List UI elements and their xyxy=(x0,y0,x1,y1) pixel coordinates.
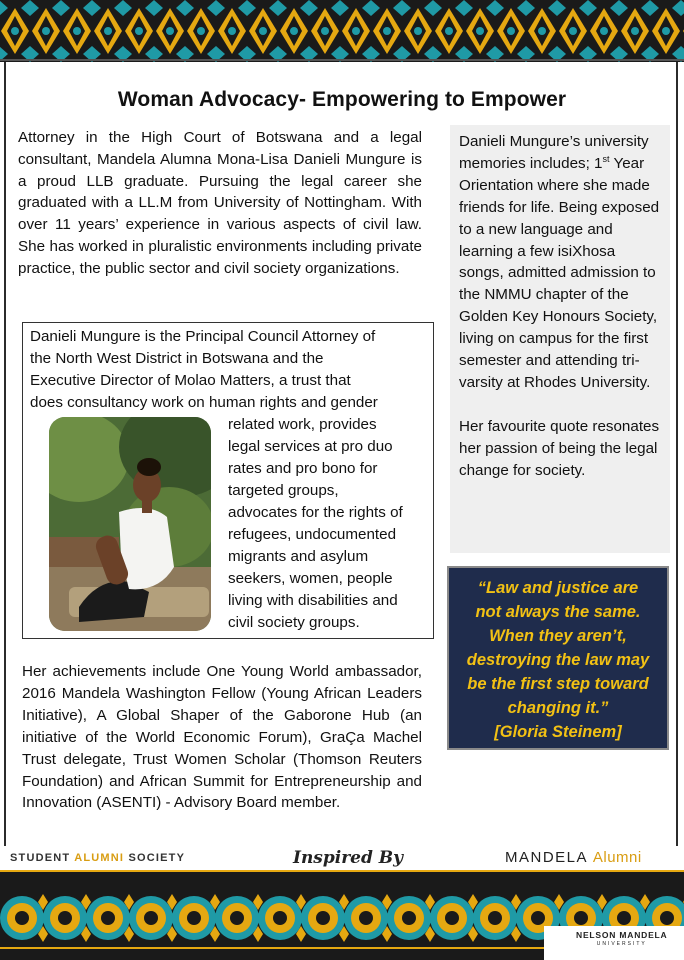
dot-shape xyxy=(631,27,639,35)
circle-core xyxy=(660,911,674,925)
quote-box xyxy=(447,566,669,750)
circle-core xyxy=(574,911,588,925)
dot-shape xyxy=(414,27,422,35)
dot-shape xyxy=(538,27,546,35)
profile-line: civil society groups. xyxy=(228,614,360,631)
profile-photo xyxy=(49,417,211,631)
pattern-svg xyxy=(0,0,684,62)
dot-shape xyxy=(166,27,174,35)
nelson-mandela-university-logo: NELSON MANDELA UNIVERSITY xyxy=(576,930,668,947)
profile-box xyxy=(22,322,434,639)
profile-line: advocates for the rights of xyxy=(228,504,403,521)
dot-shape xyxy=(73,27,81,35)
dot-shape xyxy=(42,27,50,35)
inspired-by-text: Inspired By xyxy=(293,848,404,868)
dot-shape xyxy=(228,27,236,35)
quote-line: When they aren’t, xyxy=(489,627,627,645)
profile-line: the North West District in Botswana and the xyxy=(30,350,324,367)
circle-core xyxy=(273,911,287,925)
dot-shape xyxy=(11,27,19,35)
quote-line: destroying the law may xyxy=(466,651,650,669)
dot-shape xyxy=(662,27,670,35)
quote-line: changing it.” xyxy=(507,699,609,717)
dot-shape xyxy=(321,27,329,35)
dot-shape xyxy=(104,27,112,35)
circle-core xyxy=(488,911,502,925)
profile-line: related work, provides xyxy=(228,416,377,433)
dot-shape xyxy=(569,27,577,35)
quote-line: “Law and justice are xyxy=(477,579,639,597)
circle-core xyxy=(359,911,373,925)
circle-core xyxy=(58,911,72,925)
profile-line: targeted groups, xyxy=(228,482,339,499)
dot-shape xyxy=(352,27,360,35)
profile-line: Executive Director of Molao Matters, a trust that xyxy=(30,372,351,389)
memories-sidebar xyxy=(450,125,670,553)
dot-shape xyxy=(197,27,205,35)
circle-core xyxy=(617,911,631,925)
dot-shape xyxy=(290,27,298,35)
quote-attribution: [Gloria Steinem] xyxy=(494,723,622,741)
profile-line: seekers, women, people xyxy=(228,570,393,587)
circle-core xyxy=(402,911,416,925)
favourite-quote-paragraph: Her favourite quote resonates her passion of being the legal change for society. xyxy=(459,417,660,479)
circle-core xyxy=(445,911,459,925)
profile-line: rates and pro bono for xyxy=(228,460,378,477)
dot-shape xyxy=(507,27,515,35)
circle-core xyxy=(15,911,29,925)
quote-line: not always the same. xyxy=(475,603,641,621)
page-title: Woman Advocacy- Empowering to Empower xyxy=(117,88,567,111)
dot-shape xyxy=(600,27,608,35)
dot-shape xyxy=(476,27,484,35)
circle-core xyxy=(144,911,158,925)
profile-line: legal services at pro duo xyxy=(228,438,393,455)
top-decorative-border xyxy=(0,0,684,62)
achievements-paragraph: Her achievements include One Young World ambassador, 2016 Mandela Washington Fellow (Young African Leaders Initiative), A Global Shaper of the Gaborone Hub (an initiative of the World Economic Forum), GraÇa Machel Trust delegate, Trust Women Scholar (Thomson Reuters Foundation) and African Summit for Entrepreneurship and Innovation (ASENTI) - Advisory Board member. xyxy=(22,663,422,812)
dot-shape xyxy=(135,27,143,35)
circle-core xyxy=(101,911,115,925)
mandela-alumni-logo: MANDELA Alumni xyxy=(505,849,642,866)
quote-line: be the first step toward xyxy=(467,675,649,693)
dot-shape xyxy=(259,27,267,35)
dot-shape xyxy=(445,27,453,35)
circle-core xyxy=(316,911,330,925)
profile-line: refugees, undocumented xyxy=(228,526,397,543)
circle-core xyxy=(531,911,545,925)
intro-paragraph: Attorney in the High Court of Botswana and a legal consultant, Mandela Alumna Mona-Lisa Danieli Mungure is a proud LLB graduate. Pursuing the legal career she graduated with a LL.M from University of Nottingham. With over 11 years’ experience in various aspects of civil law. She has worked in pluralistic environments including private practice, the public sector and civil society organizations. xyxy=(18,129,422,277)
profile-line: Danieli Mungure is the Principal Council Attorney of xyxy=(30,328,376,345)
profile-line: living with disabilities and xyxy=(228,592,398,609)
profile-line: does consultancy work on human rights and gender xyxy=(30,394,378,411)
circle-core xyxy=(187,911,201,925)
student-alumni-society-logo: STUDENT ALUMNI SOCIETY xyxy=(10,852,186,864)
memories-paragraph: Danieli Mungure’s university memories includes; 1st Year Orientation where she made friends for life. Being exposed to a new language and learning a few isiXhosa songs, admitted admission to the NMMU chapter of the Golden Key Honours Society, living on campus for the first semester and attending tri-varsity at Rhodes University. xyxy=(459,133,660,391)
dot-shape xyxy=(383,27,391,35)
circle-core xyxy=(230,911,244,925)
profile-line: migrants and asylum xyxy=(228,548,369,565)
